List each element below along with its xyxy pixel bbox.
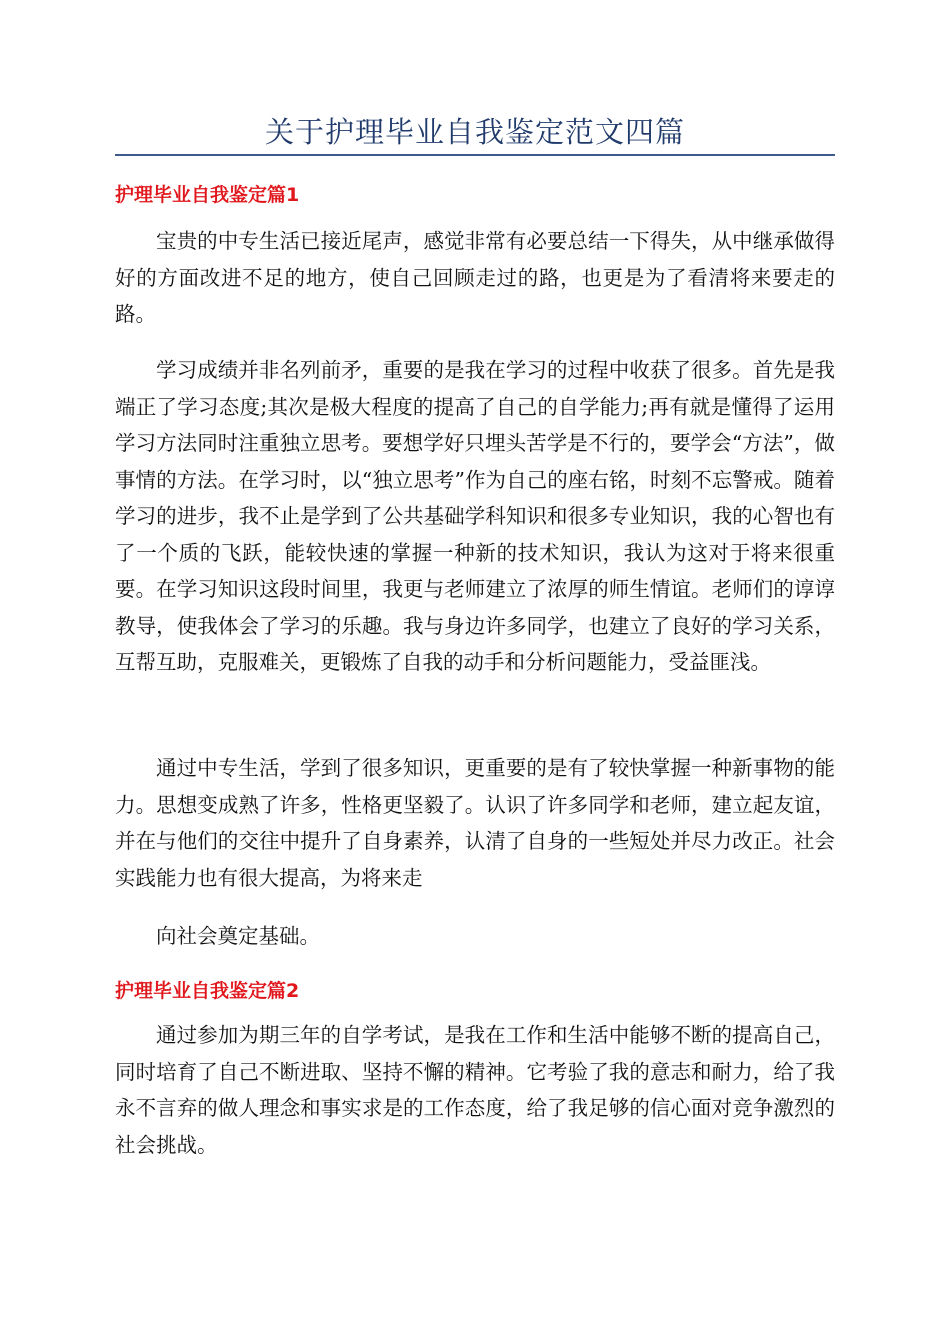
section-1-paragraph-4: 向社会奠定基础。 — [156, 924, 320, 948]
section-1-paragraph-1: 宝贵的中专生活已接近尾声，感觉非常有必要总结一下得失，从中继承做得好的方面改进不足的地方，使自己回顾走过的路，也更是为了看清将来要走的路。 — [115, 229, 835, 326]
section-2-paragraph-1: 通过参加为期三年的自学考试，是我在工作和生活中能够不断的提高自己，同时培育了自己不断进取、坚持不懈的精神。它考验了我的意志和耐力，给了我永不言弃的做人理念和事实求是的工作态度，给了我足够的信心面对竞争激烈的社会挑战。 — [115, 1023, 835, 1157]
section-heading-1: 护理毕业自我鉴定篇1 — [115, 184, 300, 206]
section-heading-2: 护理毕业自我鉴定篇2 — [115, 980, 300, 1002]
document-title: 关于护理毕业自我鉴定范文四篇 — [264, 115, 685, 149]
title-underline — [115, 154, 835, 156]
section-1-paragraph-3: 通过中专生活，学到了很多知识，更重要的是有了较快掌握一种新事物的能力。思想变成熟了许多，性格更坚毅了。认识了许多同学和老师，建立起友谊，并在与他们的交往中提升了自身素养，认清了自身的一些短处并尽力改正。社会实践能力也有很大提高，为将来走 — [115, 756, 835, 890]
section-1-paragraph-2: 学习成绩并非名列前矛，重要的是我在学习的过程中收获了很多。首先是我端正了学习态度;其次是极大程度的提高了自己的自学能力;再有就是懂得了运用学习方法同时注重独立思考。要想学好只埋头苦学是不行的，要学会“方法”，做事情的方法。在学习时，以“独立思考”作为自己的座右铭，时刻不忘警戒。随着学习的进步，我不止是学到了公共基础学科知识和很多专业知识，我的心智也有了一个质的飞跃，能较快速的掌握一种新的技术知识，我认为这对于将来很重要。在学习知识这段时间里，我更与老师建立了浓厚的师生情谊。老师们的谆谆教导，使我体会了学习的乐趣。我与身边许多同学，也建立了良好的学习关系，互帮互助，克服难关，更锻炼了自我的动手和分析问题能力，受益匪浅。 — [115, 358, 835, 674]
